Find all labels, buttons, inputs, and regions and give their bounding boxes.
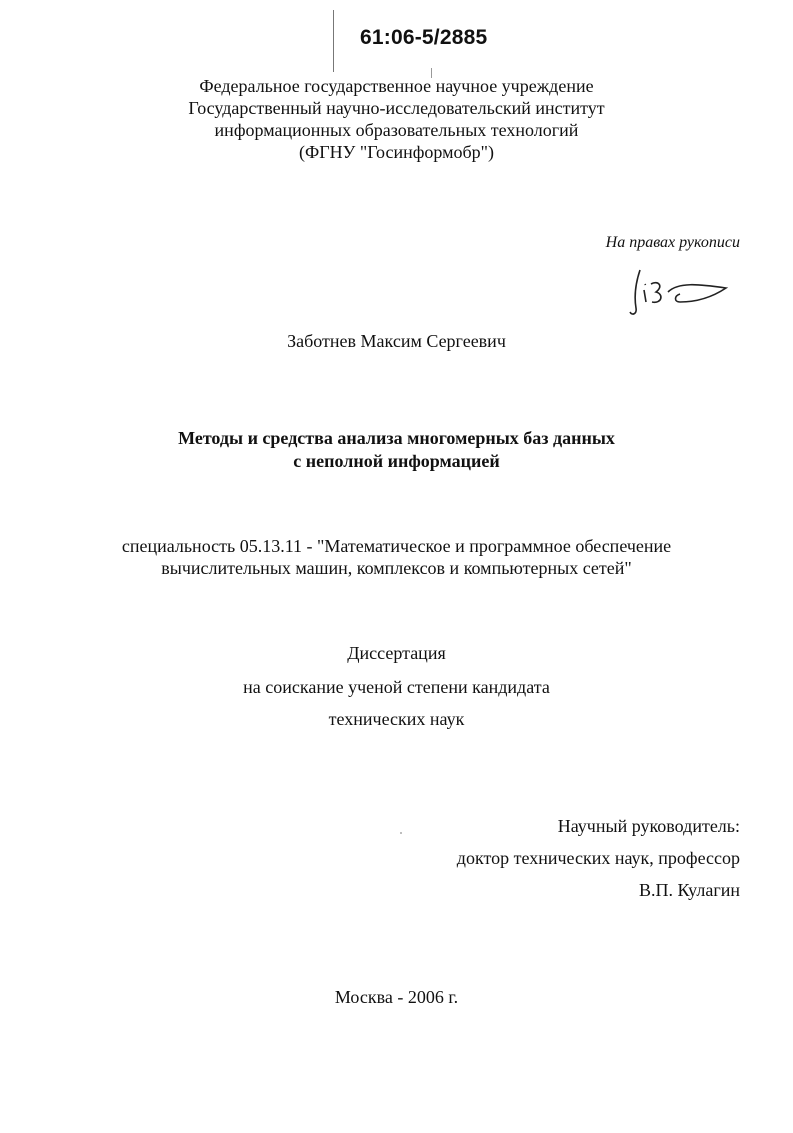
organization-line: информационных образовательных технологий — [214, 120, 579, 140]
organization-line: Государственный научно-исследовательский институт — [188, 98, 605, 118]
dissertation-heading: Диссертация — [347, 643, 446, 663]
specialty-line: вычислительных машин, комплексов и компьютерных сетей" — [161, 558, 632, 578]
dissertation-title — [0, 427, 793, 473]
organization-block — [0, 75, 793, 163]
supervisor-name: В.П. Кулагин — [639, 880, 740, 900]
supervisor-degree: доктор технических наук, профессор — [456, 848, 740, 868]
degree-line: на соискание ученой степени кандидата — [243, 677, 550, 697]
catalog-stamp: 61:06-5/2885 — [360, 26, 488, 49]
organization-line: Федеральное государственное научное учреждение — [199, 76, 594, 96]
signature-icon — [618, 262, 738, 318]
specialty-line: специальность 05.13.11 - "Математическое и программное обеспечение — [121, 536, 672, 556]
title-line: с неполной информацией — [293, 451, 500, 471]
supervisor-label: Научный руководитель: — [557, 816, 740, 836]
title-line: Методы и средства анализа многомерных баз данных — [178, 428, 615, 448]
rights-note: На правах рукописи — [605, 234, 740, 251]
author-name: Заботнев Максим Сергеевич — [287, 331, 506, 351]
margin-line — [333, 10, 334, 72]
degree-field: технических наук — [328, 709, 465, 729]
specialty-block — [0, 535, 793, 579]
organization-line: (ФГНУ "Госинформобр") — [298, 142, 495, 162]
place-year: Москва - 2006 г. — [334, 987, 459, 1007]
scan-speck — [400, 832, 402, 834]
